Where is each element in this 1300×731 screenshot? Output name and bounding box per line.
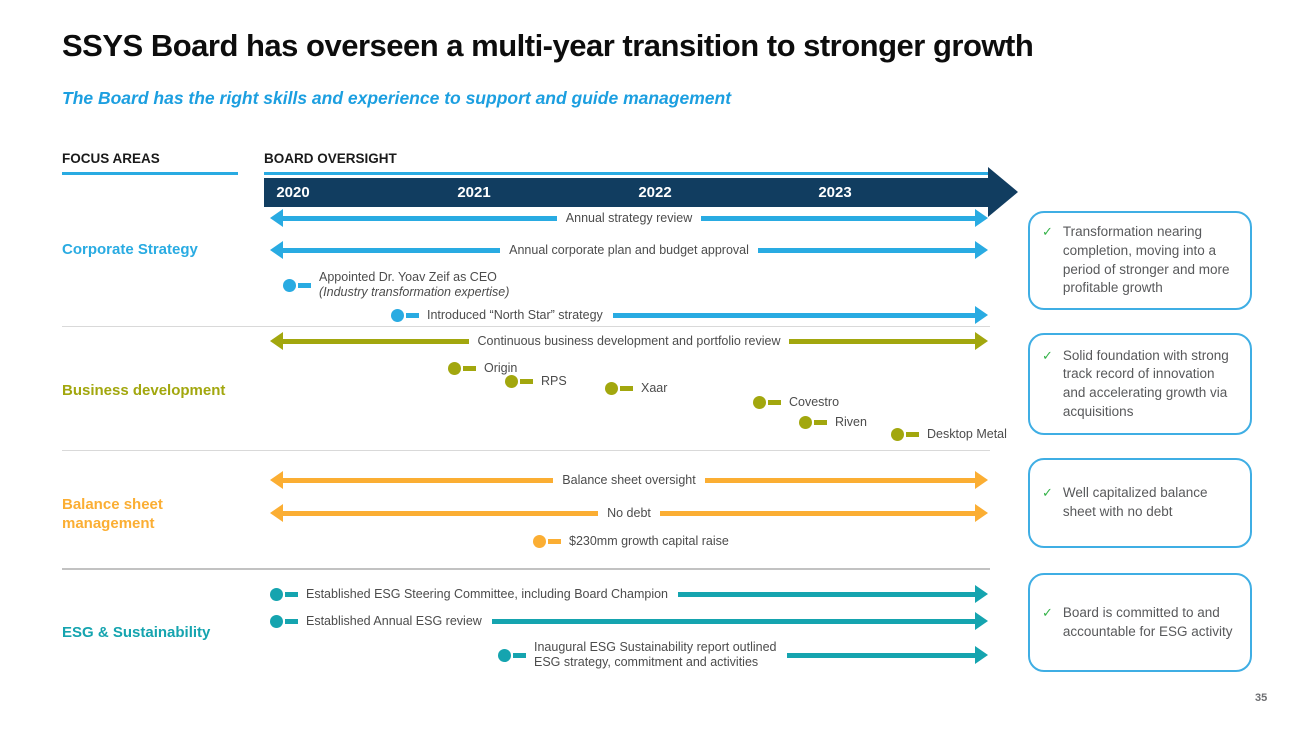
milestone-dot-icon [283, 279, 296, 292]
milestone-tail [285, 592, 298, 597]
arrow-line [701, 216, 976, 221]
arrow-line [758, 248, 976, 253]
check-icon: ✓ [1042, 224, 1053, 240]
milestone-tail [463, 366, 476, 371]
timeline-item-label: RPS [541, 374, 567, 388]
timeline-item-label: Established ESG Steering Committee, including Board Champion [306, 587, 668, 601]
check-icon: ✓ [1042, 485, 1053, 501]
arrow-line [282, 216, 557, 221]
section-label-business-development: Business development [62, 382, 226, 399]
section-divider [62, 450, 990, 451]
milestone-dot-icon [891, 428, 904, 441]
timeline-item-label: Origin [484, 361, 518, 375]
section-divider [62, 326, 990, 327]
timeline-milestone-arrow [270, 583, 976, 605]
milestone-dot-icon [391, 309, 404, 322]
timeline-item-sublabel: (Industry transformation expertise) [319, 285, 510, 299]
milestone-dot-icon [605, 382, 618, 395]
milestone-tail [814, 420, 827, 425]
arrow-line [282, 478, 553, 483]
milestone-tail [513, 653, 526, 658]
section-label-esg: ESG & Sustainability [62, 624, 211, 641]
milestone-tail [548, 539, 561, 544]
board-oversight-header: BOARD OVERSIGHT [264, 151, 397, 166]
callout-text: Well capitalized balance sheet with no debt [1062, 485, 1208, 519]
milestone-dot-icon [270, 588, 283, 601]
milestone-tail [520, 379, 533, 384]
timeline-milestone-arrow [270, 610, 976, 632]
timeline-item-label: Xaar [641, 381, 668, 395]
timeline-item-label: Balance sheet oversight [562, 473, 696, 487]
milestone-dot-icon [753, 396, 766, 409]
timeline-item-label: Introduced “North Star” strategy [427, 308, 603, 322]
arrow-line [282, 339, 469, 344]
page-number: 35 [1255, 692, 1268, 704]
section-label-corporate-strategy: Corporate Strategy [62, 241, 198, 258]
callout-box [1028, 573, 1252, 672]
year-label: 2022 [638, 184, 672, 201]
milestone-tail [768, 400, 781, 405]
milestone-tail [285, 619, 298, 624]
check-icon: ✓ [1042, 347, 1053, 363]
callout-text: Solid foundation with strong track record of innovation and accelerating growth via acquisitions [1062, 347, 1229, 419]
section-label-balance-sheet: Balance sheet management [62, 496, 163, 532]
milestone-tail [298, 283, 311, 288]
timeline-double-arrow [282, 207, 976, 229]
callout-text: Board is committed to and accountable for ESG activity [1062, 604, 1233, 639]
timeline-milestone [605, 377, 667, 399]
timeline-item-label: Desktop Metal [927, 427, 1007, 441]
milestone-tail [406, 313, 419, 318]
milestone-dot-icon [270, 615, 283, 628]
milestone-dot-icon [533, 535, 546, 548]
timeline-item-label: No debt [607, 506, 651, 520]
milestone-tail [906, 432, 919, 437]
timeline-item-sublabel: ESG strategy, commitment and activities [534, 655, 759, 669]
year-label: 2021 [457, 184, 491, 201]
timeline-item-label: Appointed Dr. Yoav Zeif as CEO [319, 270, 497, 285]
timeline-milestone-arrow [391, 304, 976, 326]
arrow-line [678, 592, 976, 597]
callout-box [1028, 211, 1252, 310]
arrow-line [705, 478, 976, 483]
callout-text: Transformation nearing completion, moving into a period of stronger and more profitable growth [1062, 224, 1230, 296]
timeline-milestone [799, 411, 867, 433]
timeline-arrowhead-icon [988, 167, 1018, 217]
milestone-dot-icon [498, 649, 511, 662]
timeline-milestone [891, 423, 1007, 445]
timeline-item-label: Annual strategy review [565, 211, 693, 225]
timeline-item-label: Annual corporate plan and budget approval [509, 243, 749, 257]
milestone-dot-icon [505, 375, 518, 388]
page-title: SSYS Board has overseen a multi-year transition to stronger growth [62, 28, 1034, 63]
page-subtitle: The Board has the right skills and experience to support and guide management [62, 88, 732, 108]
timeline-double-arrow [282, 330, 976, 352]
timeline-milestone [283, 268, 509, 302]
timeline-double-arrow [282, 239, 976, 261]
arrow-line [660, 511, 976, 516]
callout-box [1028, 333, 1252, 435]
arrow-line [613, 313, 976, 318]
milestone-tail [620, 386, 633, 391]
year-label: 2023 [818, 184, 852, 201]
arrow-line [787, 653, 976, 658]
board-oversight-underline [264, 172, 990, 175]
check-icon: ✓ [1042, 604, 1053, 620]
arrow-line [282, 248, 500, 253]
year-label: 2020 [276, 184, 310, 201]
year-timeline-bar [264, 178, 988, 207]
timeline-item-label: Inaugural ESG Sustainability report outlined [534, 640, 777, 655]
timeline-double-arrow [282, 469, 976, 491]
timeline-milestone-arrow [498, 638, 976, 672]
arrow-line [789, 339, 976, 344]
section-divider [62, 568, 990, 570]
milestone-dot-icon [448, 362, 461, 375]
timeline-item-label: Continuous business development and portfolio review [477, 334, 781, 348]
timeline-item-label: $230mm growth capital raise [569, 534, 729, 548]
callout-box [1028, 458, 1252, 548]
timeline-milestone [505, 370, 567, 392]
focus-areas-header: FOCUS AREAS [62, 151, 160, 166]
timeline-double-arrow [282, 502, 976, 524]
focus-areas-underline [62, 172, 238, 175]
timeline-milestone [753, 391, 839, 413]
arrow-line [492, 619, 976, 624]
arrow-line [282, 511, 598, 516]
timeline-item-label: Covestro [789, 395, 840, 409]
milestone-dot-icon [799, 416, 812, 429]
timeline-item-label: Riven [835, 415, 867, 429]
timeline-milestone [533, 530, 729, 552]
timeline-item-label: Established Annual ESG review [306, 614, 482, 628]
